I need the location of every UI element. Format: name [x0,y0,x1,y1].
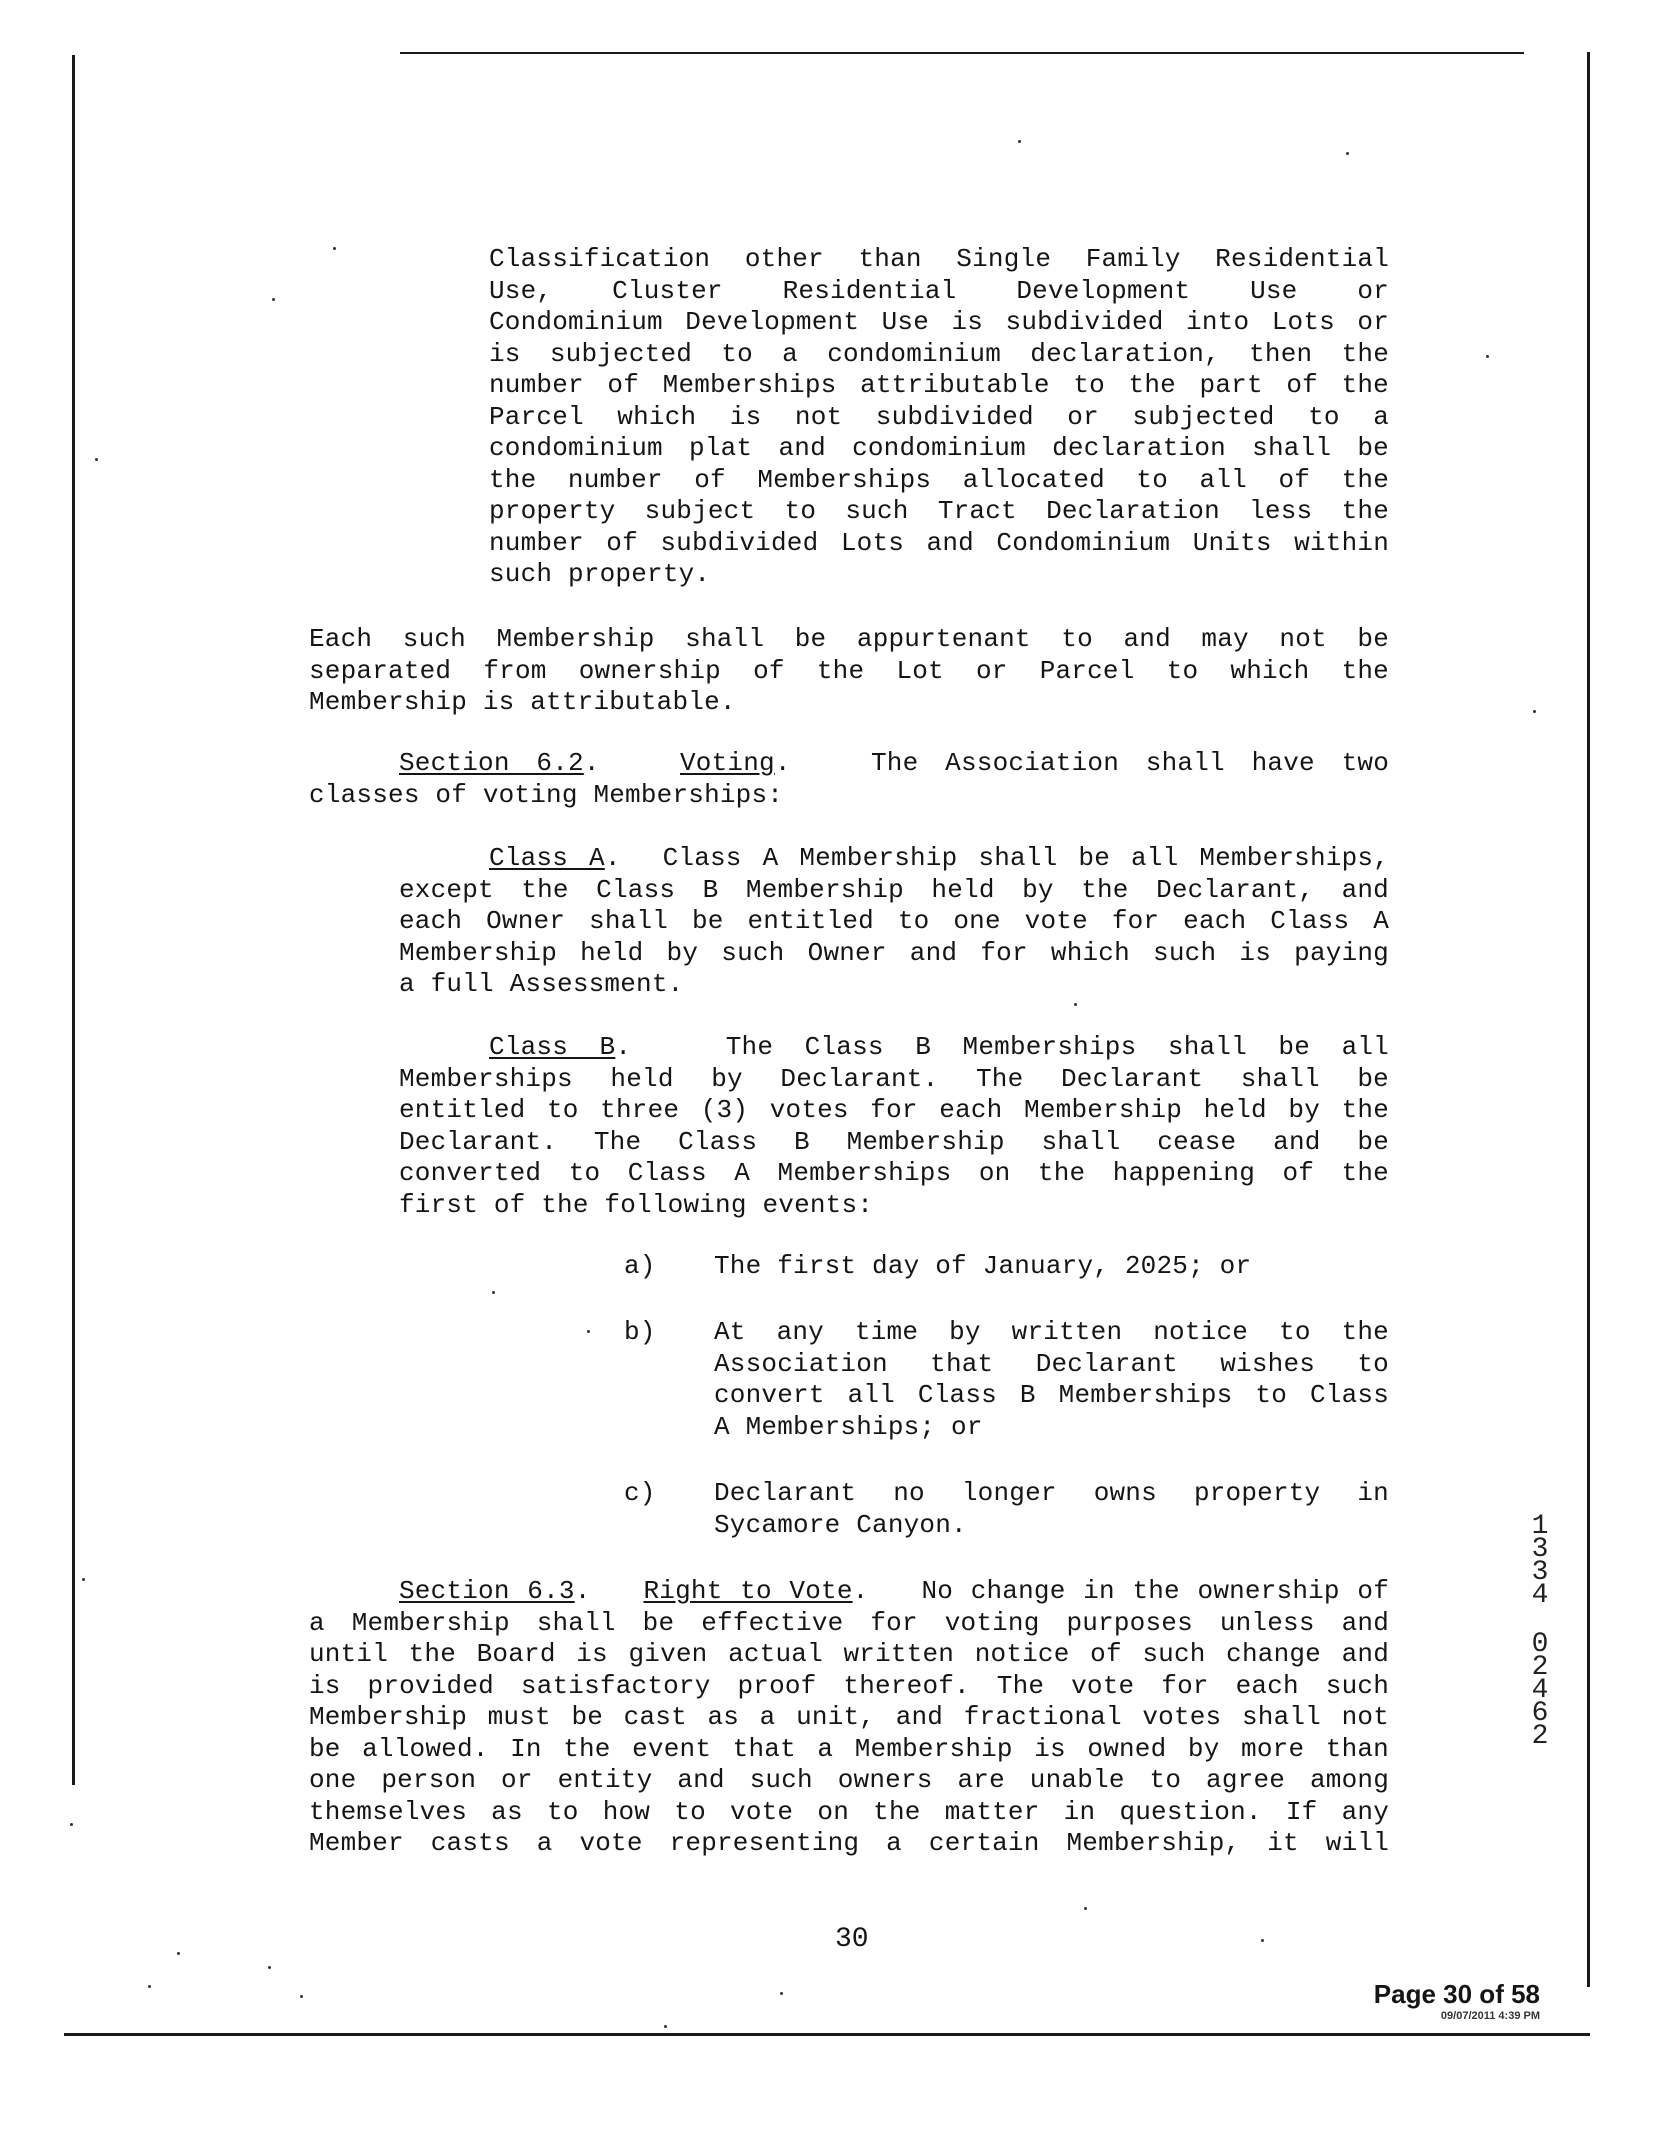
text-fragment: Class A Membership shall be all Memberships, [662,843,1389,873]
text-line: number of Memberships attributable to the part of the [489,370,1389,400]
text-line: the number of Memberships allocated to all of the [489,464,1389,495]
section-6-3-title: Right to Vote [643,1576,853,1606]
text-line: convert all Class B Memberships to Class [714,1380,1389,1410]
scan-speck [1084,1907,1087,1910]
text-line: a full Assessment. [399,969,684,999]
text-fragment: No change in the ownership of [921,1576,1390,1606]
text-line: classes of voting Memberships: [309,779,784,810]
text-line: Membership held by such Owner and for which such is paying [399,937,1389,968]
text-line: Sycamore Canyon. [714,1509,967,1540]
text-line: number of subdivided Lots and Condominium Units within [489,527,1389,558]
scan-speck [1486,355,1489,358]
class-b-first-line: Class B. The Class B Memberships shall be all [489,1032,1389,1062]
bottom-border-line [64,2033,1590,2036]
event-a-label: a) [624,1251,656,1281]
class-b-heading: Class B [489,1032,616,1062]
text-line: separated from ownership of the Lot or Parcel to which the [309,655,1389,686]
section-6-2 [309,748,1389,811]
scan-speck [587,1330,590,1333]
text-line: Declarant no longer owns property in [714,1478,1389,1508]
scan-speck [95,458,98,461]
recording-digit: 1 [1531,1511,1549,1542]
text-fragment: The Class B Memberships shall be all [725,1032,1389,1062]
text-line: condominium plat and condominium declaration shall be [489,433,1389,463]
event-b-label: b) [624,1317,656,1347]
text-line: until the Board is given actual written notice of such change and [309,1639,1389,1669]
scan-speck [70,1823,73,1826]
text-line: except the Class B Membership held by the Declarant, and [399,874,1389,905]
scan-speck [1261,1939,1264,1942]
text-line: Member casts a vote representing a certain Membership, it will [309,1828,1389,1858]
text-line: Each such Membership shall be appurtenant to and may not be [309,624,1389,654]
recording-digit: 0 [1531,1629,1549,1660]
section-6-3-first-line: Section 6.3. Right to Vote. No change in the ownership of [399,1576,1390,1606]
class-a-paragraph [399,843,1389,1001]
right-border-line [1587,52,1590,1987]
scan-speck [333,247,336,250]
event-c-label: c) [624,1478,656,1508]
text-line: Memberships held by Declarant. The Declarant shall be [399,1063,1389,1094]
section-6-3 [309,1576,1389,1860]
text-line: Membership is attributable. [309,687,736,717]
scan-speck [780,1992,783,1995]
section-6-3-heading: Section 6.3 [399,1576,575,1606]
class-a-heading: Class A [489,843,605,873]
event-b-text [714,1317,1389,1443]
scan-speck [492,1291,495,1294]
scan-speck [664,2025,667,2028]
text-line: such property. [489,559,711,589]
text-line: converted to Class A Memberships on the happening of the [399,1158,1389,1188]
text-line: Classification other than Single Family Residential [489,244,1389,274]
scan-speck [82,1578,85,1581]
class-a-first-line: Class A. Class A Membership shall be all Memberships, [489,843,1389,873]
scan-speck [300,1995,303,1998]
scan-speck [148,1985,151,1988]
recording-digit: 6 [1531,1698,1549,1729]
text-line: first of the following events: [399,1189,874,1220]
scan-speck [1018,140,1021,143]
scan-speck [177,1952,180,1955]
recording-digit: 3 [1531,1557,1549,1588]
text-line: The first day of January, 2025; or [714,1251,1252,1281]
section-6-2-title: Voting [679,748,775,778]
scan-speck [1074,1003,1077,1006]
section-6-2-heading: Section 6.2 [399,748,584,778]
text-line: themselves as to how to vote on the matter in question. If any [309,1796,1389,1827]
recording-digit: 4 [1531,1580,1549,1611]
scan-speck [268,1966,271,1969]
text-line: is provided satisfactory proof thereof. The vote for each such [309,1670,1389,1701]
recording-digit: 2 [1531,1652,1549,1683]
text-line: Use, Cluster Residential Development Use or [489,275,1389,306]
left-border-line [72,55,75,1785]
text-line: one person or entity and such owners are unable to agree among [309,1765,1389,1795]
paragraph-classification [489,244,1389,591]
scan-speck [1533,710,1536,713]
recording-digit: 3 [1531,1534,1549,1565]
text-line: property subject to such Tract Declaration less the [489,496,1389,526]
paragraph-appurtenant [309,624,1389,719]
text-line: A Memberships; or [714,1411,983,1442]
text-line: Declarant. The Class B Membership shall cease and be [399,1126,1389,1157]
event-c-text [714,1478,1389,1541]
text-line: Association that Declarant wishes to [714,1348,1389,1379]
page-number: 30 [835,1924,869,1955]
text-fragment: The Association shall have two [870,748,1389,778]
text-line: each Owner shall be entitled to one vote for each Class A [399,906,1389,936]
recording-digit: 2 [1531,1721,1549,1752]
section-6-2-first-line: Section 6.2. Voting. The Association shall have two [399,748,1389,778]
text-line: entitled to three (3) votes for each Membership held by the [399,1095,1389,1125]
text-line: a Membership shall be effective for voting purposes unless and [309,1607,1389,1638]
text-line: Condominium Development Use is subdivided into Lots or [489,307,1389,337]
recording-digit: 4 [1531,1675,1549,1706]
top-border-line [400,52,1524,54]
class-b-paragraph [399,1032,1389,1221]
print-timestamp: 09/07/2011 4:39 PM [1440,2010,1540,2022]
scan-speck [272,298,275,301]
text-line: is subjected to a condominium declaration, then the [489,338,1389,369]
text-line: Parcel which is not subdivided or subjected to a [489,401,1389,432]
text-line: be allowed. In the event that a Membership is owned by more than [309,1733,1389,1764]
recording-number [1528,1511,1552,1752]
event-a-text [714,1251,1389,1283]
scan-speck [1346,152,1349,155]
text-line: At any time by written notice to the [714,1317,1389,1347]
text-line: Membership must be cast as a unit, and fractional votes shall not [309,1702,1389,1732]
page-count-label: Page 30 of 58 [1373,1979,1540,2009]
